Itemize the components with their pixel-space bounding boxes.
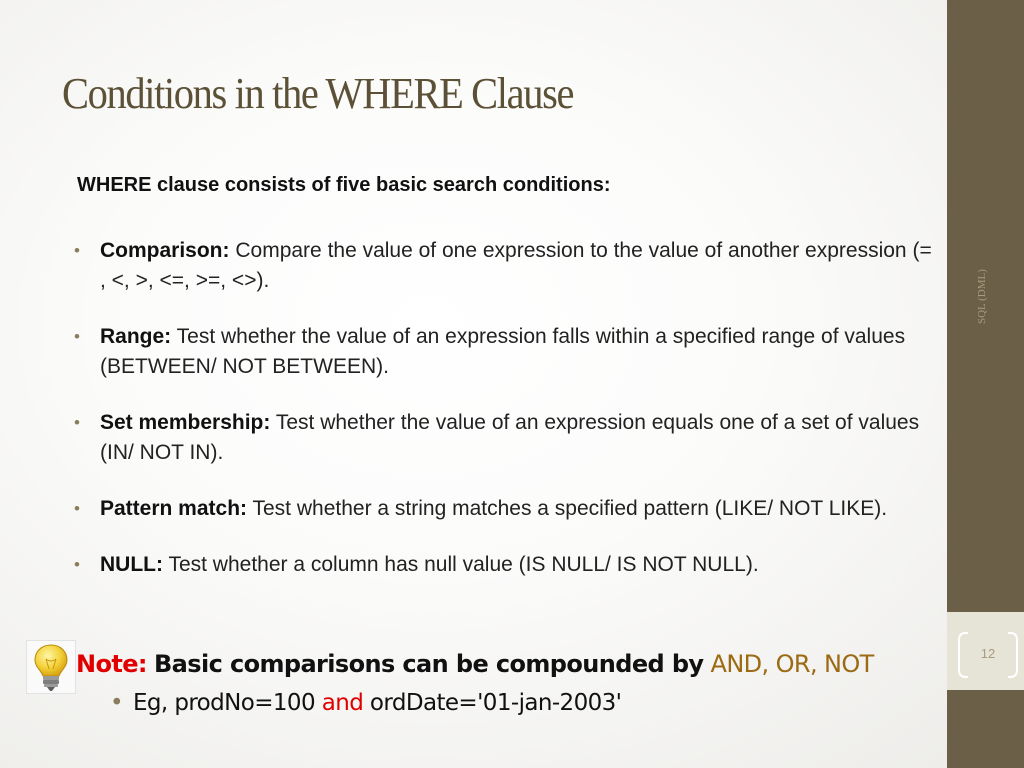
note-line (76, 650, 874, 678)
bullet-icon: • (74, 555, 80, 574)
condition-term: Range: (100, 325, 172, 348)
condition-text: Test whether a string matches a specified pattern (LIKE/ NOT LIKE). (252, 497, 888, 520)
bullet-icon: • (110, 690, 123, 716)
note-text: Basic comparisons can be compounded by (153, 650, 704, 678)
intro-text: WHERE clause consists of five basic search conditions: (77, 174, 611, 196)
example-suffix: ordDate='01-jan-2003' (369, 690, 622, 716)
slide-number: 12 (980, 646, 996, 661)
slide-number-frame (958, 632, 1018, 676)
bullet-icon: • (74, 327, 80, 346)
condition-item-set-membership (74, 408, 936, 468)
example-keyword: and (321, 690, 364, 716)
condition-text: Compare the value of one expression to the value of another expression (= , <, >, <=, >=, <>). (100, 239, 932, 292)
condition-text: Test whether a column has null value (IS NULL/ IS NOT NULL). (168, 553, 759, 576)
bullet-icon: • (74, 413, 80, 432)
condition-term: NULL: (100, 553, 163, 576)
slide-title: Conditions in the WHERE Clause (62, 69, 574, 118)
lightbulb-icon (26, 640, 76, 694)
condition-item-null (74, 550, 936, 580)
note-keywords: AND, OR, NOT (710, 650, 874, 678)
condition-text: Test whether the value of an expression falls within a specified range of values (BETWEEN/ NOT BETWEEN). (100, 325, 906, 378)
condition-item-pattern-match (74, 494, 936, 524)
condition-item-range (74, 322, 936, 382)
section-label: SQL (DML) (976, 269, 988, 325)
condition-term: Pattern match: (100, 497, 248, 520)
note-label: Note: (76, 650, 147, 678)
condition-text: Test whether the value of an expression equals one of a set of values (IN/ NOT IN). (100, 411, 920, 464)
condition-term: Comparison: (100, 239, 230, 262)
note (26, 640, 926, 696)
bullet-icon: • (74, 499, 80, 518)
conditions-list (74, 236, 936, 606)
condition-term: Set membership: (100, 411, 271, 434)
condition-item-comparison (74, 236, 936, 296)
bullet-icon: • (74, 241, 80, 260)
example-line (110, 690, 621, 716)
example-prefix: Eg, prodNo=100 (132, 690, 315, 716)
